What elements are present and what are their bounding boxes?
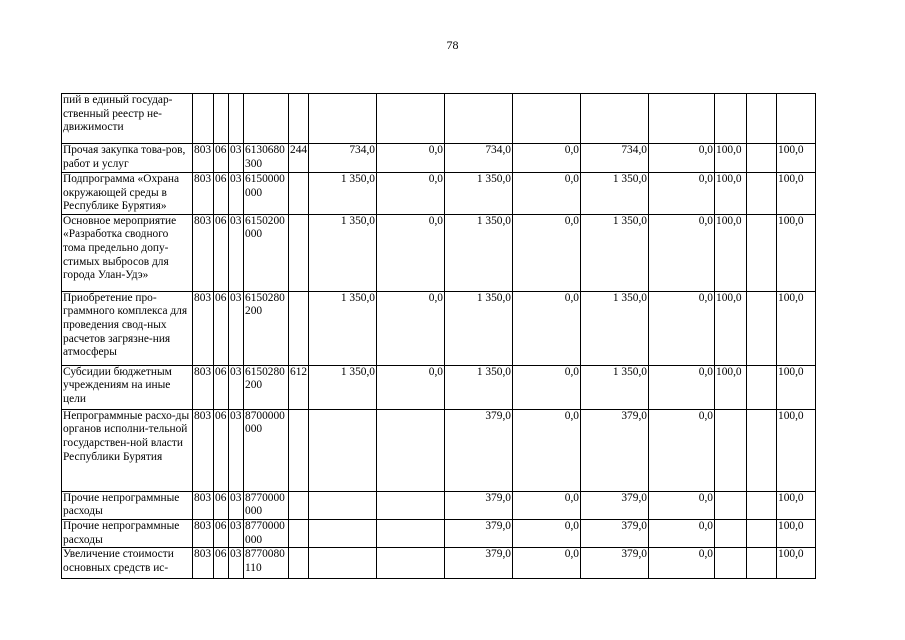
code-subsection: 03 xyxy=(229,214,244,291)
code-target: 8770080 110 xyxy=(244,548,289,579)
value-1: 1 350,0 xyxy=(309,291,377,365)
value-5: 1 350,0 xyxy=(581,365,649,409)
value-4 xyxy=(513,94,581,144)
percent-1: 100,0 xyxy=(715,173,747,215)
code-ministry: 803 xyxy=(193,548,214,579)
percent-2: 100,0 xyxy=(777,214,816,291)
value-5: 379,0 xyxy=(581,491,649,519)
value-2: 0,0 xyxy=(377,144,445,173)
value-4: 0,0 xyxy=(513,214,581,291)
row-name: Прочие непрограммные расходы xyxy=(62,491,193,519)
code-expense-type: 612 xyxy=(289,365,309,409)
value-6: 0,0 xyxy=(649,214,715,291)
code-ministry xyxy=(193,94,214,144)
percent-2: 100,0 xyxy=(777,291,816,365)
value-6: 0,0 xyxy=(649,173,715,215)
code-expense-type: 244 xyxy=(289,144,309,173)
percent-1: 100,0 xyxy=(715,365,747,409)
code-target: 6150280 200 xyxy=(244,365,289,409)
table-row xyxy=(62,409,816,491)
code-ministry: 803 xyxy=(193,214,214,291)
table-row xyxy=(62,491,816,519)
row-name: Прочая закупка това-ров, работ и услуг xyxy=(62,144,193,173)
code-ministry: 803 xyxy=(193,519,214,547)
empty-col xyxy=(747,144,777,173)
code-ministry: 803 xyxy=(193,144,214,173)
code-expense-type xyxy=(289,94,309,144)
table-row xyxy=(62,519,816,547)
value-4: 0,0 xyxy=(513,144,581,173)
value-5: 379,0 xyxy=(581,519,649,547)
table-row xyxy=(62,365,816,409)
code-section: 06 xyxy=(214,409,229,491)
value-6: 0,0 xyxy=(649,144,715,173)
code-expense-type xyxy=(289,491,309,519)
value-5: 1 350,0 xyxy=(581,214,649,291)
code-subsection xyxy=(229,94,244,144)
code-expense-type xyxy=(289,519,309,547)
percent-1: 100,0 xyxy=(715,144,747,173)
value-4: 0,0 xyxy=(513,548,581,579)
code-section xyxy=(214,94,229,144)
budget-table xyxy=(61,93,816,579)
table-row xyxy=(62,291,816,365)
row-name: Увеличение стоимости основных средств ис- xyxy=(62,548,193,579)
value-3: 1 350,0 xyxy=(445,214,513,291)
value-2 xyxy=(377,519,445,547)
value-3: 379,0 xyxy=(445,491,513,519)
value-2 xyxy=(377,491,445,519)
value-4: 0,0 xyxy=(513,409,581,491)
empty-col xyxy=(747,491,777,519)
value-1 xyxy=(309,548,377,579)
code-section: 06 xyxy=(214,214,229,291)
percent-1 xyxy=(715,519,747,547)
empty-col xyxy=(747,519,777,547)
value-6: 0,0 xyxy=(649,409,715,491)
value-2 xyxy=(377,94,445,144)
value-2: 0,0 xyxy=(377,365,445,409)
row-name: пий в единый государ-ственный реестр не-движимости xyxy=(62,94,193,144)
value-2: 0,0 xyxy=(377,173,445,215)
code-section: 06 xyxy=(214,519,229,547)
percent-1: 100,0 xyxy=(715,291,747,365)
code-target: 8700000 000 xyxy=(244,409,289,491)
code-section: 06 xyxy=(214,144,229,173)
code-target: 6150280 200 xyxy=(244,291,289,365)
row-name: Субсидии бюджетным учреждениям на иные цели xyxy=(62,365,193,409)
value-1: 1 350,0 xyxy=(309,365,377,409)
code-target: 6150000 000 xyxy=(244,173,289,215)
value-3 xyxy=(445,94,513,144)
code-section: 06 xyxy=(214,291,229,365)
code-subsection: 03 xyxy=(229,173,244,215)
value-1 xyxy=(309,519,377,547)
code-subsection: 03 xyxy=(229,548,244,579)
value-2: 0,0 xyxy=(377,214,445,291)
value-3: 379,0 xyxy=(445,519,513,547)
code-subsection: 03 xyxy=(229,519,244,547)
code-subsection: 03 xyxy=(229,409,244,491)
code-target: 6130680 300 xyxy=(244,144,289,173)
code-expense-type xyxy=(289,548,309,579)
empty-col xyxy=(747,409,777,491)
table-row xyxy=(62,548,816,579)
value-3: 1 350,0 xyxy=(445,365,513,409)
row-name: Прочие непрограммные расходы xyxy=(62,519,193,547)
table-row xyxy=(62,94,816,144)
value-3: 1 350,0 xyxy=(445,291,513,365)
code-expense-type xyxy=(289,409,309,491)
table-row xyxy=(62,144,816,173)
row-name: Основное мероприятие «Разработка сводного тома предельно допу-стимых выбросов для города Улан-Удэ» xyxy=(62,214,193,291)
value-1: 734,0 xyxy=(309,144,377,173)
code-target: 8770000 000 xyxy=(244,491,289,519)
empty-col xyxy=(747,365,777,409)
code-section: 06 xyxy=(214,173,229,215)
code-ministry: 803 xyxy=(193,291,214,365)
row-name: Непрограммные расхо-ды органов исполни-тельной государствен-ной власти Республики Бурятия xyxy=(62,409,193,491)
value-3: 379,0 xyxy=(445,409,513,491)
percent-2: 100,0 xyxy=(777,409,816,491)
code-expense-type xyxy=(289,291,309,365)
empty-col xyxy=(747,214,777,291)
value-4: 0,0 xyxy=(513,491,581,519)
value-1 xyxy=(309,409,377,491)
code-ministry: 803 xyxy=(193,365,214,409)
empty-col xyxy=(747,94,777,144)
code-target: 6150200 000 xyxy=(244,214,289,291)
code-section: 06 xyxy=(214,548,229,579)
value-6: 0,0 xyxy=(649,491,715,519)
value-2 xyxy=(377,548,445,579)
value-4: 0,0 xyxy=(513,365,581,409)
code-section: 06 xyxy=(214,365,229,409)
value-6: 0,0 xyxy=(649,291,715,365)
code-ministry: 803 xyxy=(193,491,214,519)
value-1 xyxy=(309,94,377,144)
percent-2: 100,0 xyxy=(777,519,816,547)
value-4: 0,0 xyxy=(513,291,581,365)
value-5: 379,0 xyxy=(581,548,649,579)
value-3: 734,0 xyxy=(445,144,513,173)
percent-1 xyxy=(715,491,747,519)
page-number: 78 xyxy=(446,38,459,52)
value-3: 379,0 xyxy=(445,548,513,579)
value-6: 0,0 xyxy=(649,519,715,547)
code-expense-type xyxy=(289,173,309,215)
code-section: 06 xyxy=(214,491,229,519)
row-name: Приобретение про-граммного комплекса для проведения свод-ных расчетов загрязне-ния атмосферы xyxy=(62,291,193,365)
code-subsection: 03 xyxy=(229,144,244,173)
percent-2: 100,0 xyxy=(777,548,816,579)
value-5: 1 350,0 xyxy=(581,173,649,215)
table-row xyxy=(62,173,816,215)
value-6: 0,0 xyxy=(649,548,715,579)
percent-2: 100,0 xyxy=(777,173,816,215)
value-3: 1 350,0 xyxy=(445,173,513,215)
code-expense-type xyxy=(289,214,309,291)
value-2 xyxy=(377,409,445,491)
percent-1 xyxy=(715,548,747,579)
value-2: 0,0 xyxy=(377,291,445,365)
code-target: 8770000 000 xyxy=(244,519,289,547)
value-1: 1 350,0 xyxy=(309,214,377,291)
percent-2: 100,0 xyxy=(777,491,816,519)
empty-col xyxy=(747,291,777,365)
value-4: 0,0 xyxy=(513,173,581,215)
code-subsection: 03 xyxy=(229,491,244,519)
percent-1: 100,0 xyxy=(715,214,747,291)
value-1: 1 350,0 xyxy=(309,173,377,215)
percent-2 xyxy=(777,94,816,144)
value-1 xyxy=(309,491,377,519)
table-row xyxy=(62,214,816,291)
value-5 xyxy=(581,94,649,144)
percent-2: 100,0 xyxy=(777,144,816,173)
code-ministry: 803 xyxy=(193,173,214,215)
code-subsection: 03 xyxy=(229,291,244,365)
code-subsection: 03 xyxy=(229,365,244,409)
empty-col xyxy=(747,173,777,215)
percent-2: 100,0 xyxy=(777,365,816,409)
empty-col xyxy=(747,548,777,579)
percent-1 xyxy=(715,409,747,491)
value-6 xyxy=(649,94,715,144)
value-4: 0,0 xyxy=(513,519,581,547)
row-name: Подпрограмма «Охрана окружающей среды в Республике Бурятия» xyxy=(62,173,193,215)
value-6: 0,0 xyxy=(649,365,715,409)
value-5: 1 350,0 xyxy=(581,291,649,365)
percent-1 xyxy=(715,94,747,144)
code-ministry: 803 xyxy=(193,409,214,491)
value-5: 379,0 xyxy=(581,409,649,491)
code-target xyxy=(244,94,289,144)
value-5: 734,0 xyxy=(581,144,649,173)
